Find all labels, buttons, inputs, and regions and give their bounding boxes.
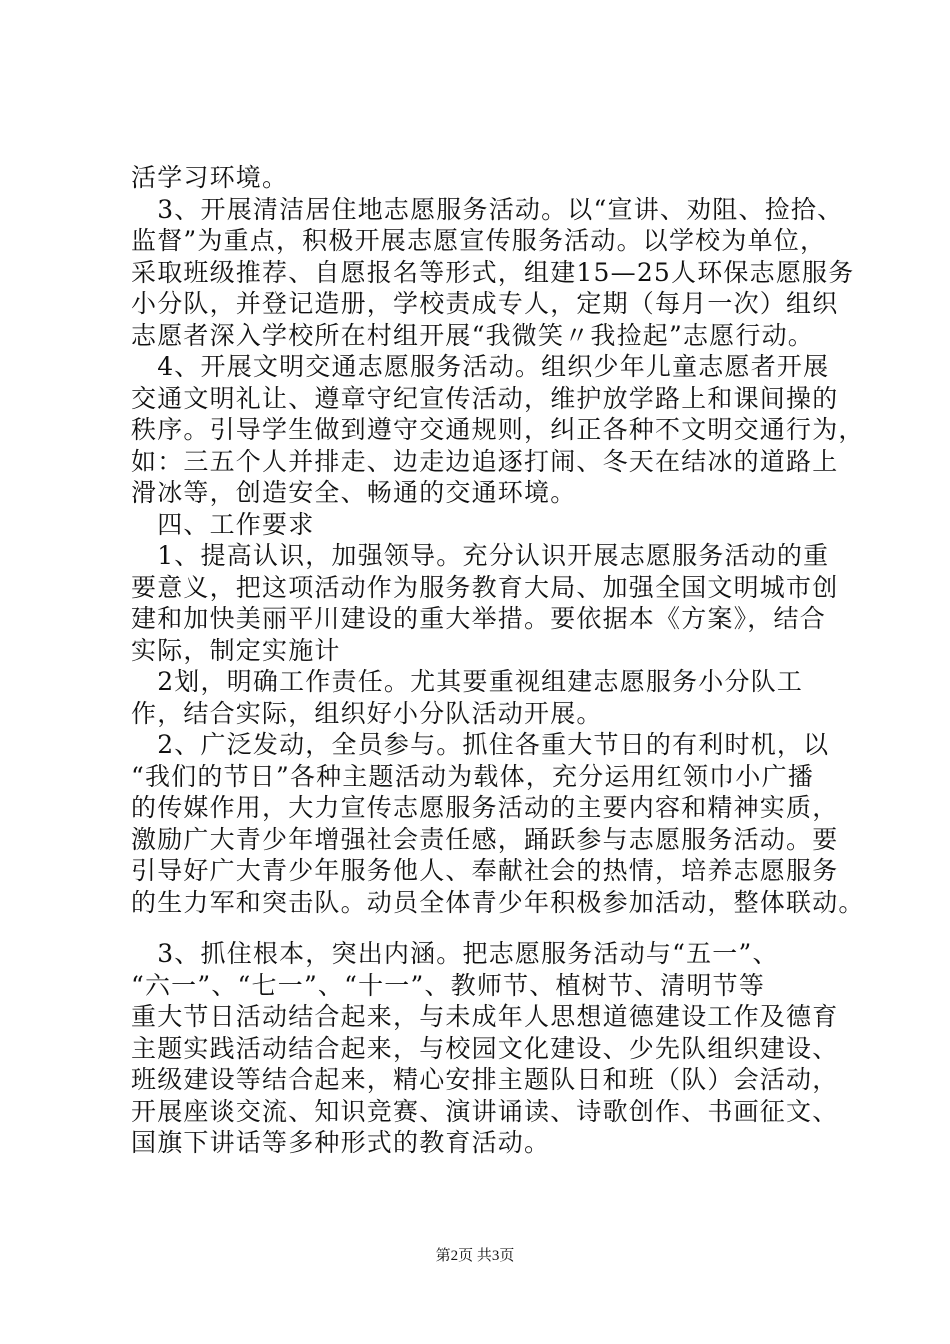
text-line: 监督”为重点，积极开展志愿宣传服务活动。以学校为单位， (131, 226, 827, 255)
text-line: 建和加快美丽平川建设的重大举措。要依据本《方案》，结合 (131, 604, 826, 633)
text-line: 志愿者深入学校所在村组开展“我微笑〃我捡起”志愿行动。 (131, 320, 814, 350)
text-line: 作，结合实际，组织好小分队活动开展。 (131, 698, 603, 728)
text-line: 秩序。引导学生做到遵守交通规则，纠正各种不文明交通行为， (131, 415, 865, 444)
text-line: “六一”、“七一”、“十一”、教师节、植树节、清明节等 (131, 970, 766, 1000)
text-line: 2、广泛发动，全员参与。抓住各重大节日的有利时机，以 (131, 730, 830, 759)
text-line: 1、提高认识，加强领导。充分认识开展志愿服务活动的重 (131, 541, 830, 570)
text-line: 2划，明确工作责任。尤其要重视组建志愿服务小分队工 (131, 667, 804, 696)
text-line: 4、开展文明交通志愿服务活动。组织少年儿童志愿者开展 (131, 352, 830, 381)
text-line: 的传媒作用，大力宣传志愿服务活动的主要内容和精神实质， (131, 793, 839, 822)
text-line: 班级建设等结合起来，精心安排主题队日和班（队）会活动， (131, 1065, 839, 1094)
text-line: 小分队，并登记造册，学校责成专人，定期（每月一次）组织 (131, 289, 839, 318)
text-line: 活学习环境。 (131, 163, 289, 192)
text-line: 3、开展清洁居住地志愿服务活动。以“宣讲、劝阻、捡拾、 (131, 194, 844, 224)
page-footer: 第2页 共3页 (435, 1248, 515, 1264)
text-line: 要意义，把这项活动作为服务教育大局、加强全国文明城市创 (131, 572, 839, 602)
text-line: 交通文明礼让、遵章守纪宣传活动，维护放学路上和课间操的 (131, 383, 839, 413)
section-heading: 四、工作要求 (131, 509, 315, 539)
text-line: 的生力军和突击队。动员全体青少年积极参加活动，整体联动。 (131, 887, 865, 917)
text-line: 开展座谈交流、知识竞赛、演讲诵读、诗歌创作、书画征文、 (131, 1096, 839, 1126)
text-line: “我们的节日”各种主题活动为载体，充分运用红领巾小广播 (131, 761, 814, 791)
text-line: 如：三五个人并排走、边走边追逐打闹、冬天在结冰的道路上 (131, 446, 839, 476)
text-line: 主题实践活动结合起来，与校园文化建设、少先队组织建设、 (131, 1033, 839, 1063)
text-line: 重大节日活动结合起来，与未成年人思想道德建设工作及德育 (131, 1002, 839, 1031)
text-line: 国旗下讲话等多种形式的教育活动。 (131, 1128, 551, 1157)
text-line: 3、抓住根本，突出内涵。把志愿服务活动与“五一”、 (131, 939, 779, 968)
text-line: 实际，制定实施计 (131, 635, 341, 665)
text-line: 滑冰等，创造安全、畅通的交通环境。 (131, 478, 577, 507)
text-line: 引导好广大青少年服务他人、奉献社会的热情，培养志愿服务 (131, 856, 839, 885)
text-line: 激励广大青少年增强社会责任感，踊跃参与志愿服务活动。要 (131, 824, 839, 854)
text-line: 采取班级推荐、自愿报名等形式，组建15—25人环保志愿服务 (131, 257, 855, 287)
